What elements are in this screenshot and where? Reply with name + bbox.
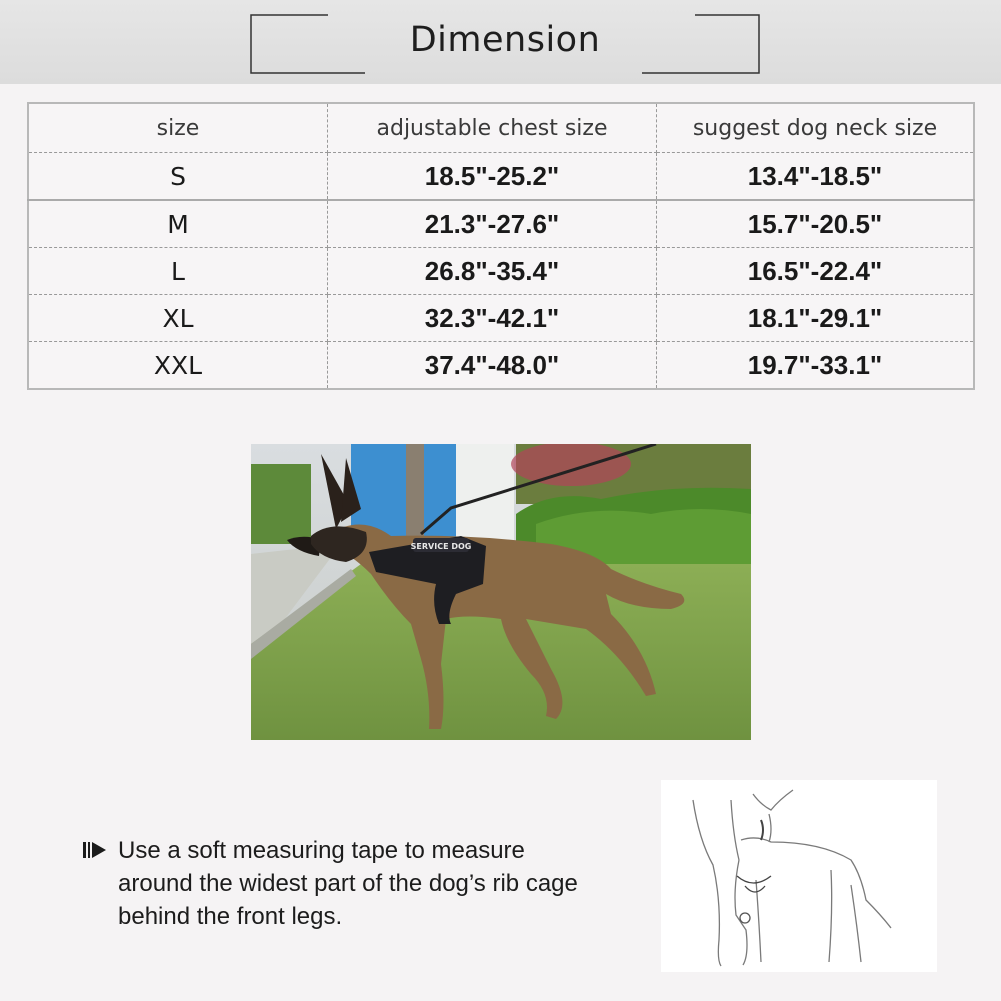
table-header-row: [28, 103, 974, 153]
chest-cell: 37.4"-48.0": [328, 342, 657, 390]
dog-harness-photo: [251, 444, 751, 740]
title-frame: [250, 14, 760, 74]
table-row: [28, 200, 974, 248]
neck-cell: 16.5"-22.4": [657, 248, 975, 295]
chest-cell: 26.8"-35.4": [328, 248, 657, 295]
measuring-diagram: [661, 780, 937, 972]
neck-cell: 13.4"-18.5": [657, 153, 975, 201]
chest-cell: 18.5"-25.2": [328, 153, 657, 201]
table-row: [28, 295, 974, 342]
instruction-text: Use a soft measuring tape to measure around the widest part of the dog’s rib cage behind the front legs.: [118, 837, 578, 930]
size-table: [27, 102, 975, 390]
size-cell: L: [28, 248, 328, 295]
size-cell: XL: [28, 295, 328, 342]
size-cell: XXL: [28, 342, 328, 390]
table-row: [28, 342, 974, 390]
neck-cell: 18.1"-29.1": [657, 295, 975, 342]
header-chest: adjustable chest size: [328, 103, 657, 153]
neck-cell: 19.7"-33.1": [657, 342, 975, 390]
header-size: size: [28, 103, 328, 153]
table-row: [28, 153, 974, 201]
size-cell: S: [28, 153, 328, 201]
measuring-instruction: [84, 834, 604, 933]
chest-cell: 32.3"-42.1": [328, 295, 657, 342]
header-neck: suggest dog neck size: [657, 103, 975, 153]
table-row: [28, 248, 974, 295]
chest-cell: 21.3"-27.6": [328, 200, 657, 248]
neck-cell: 15.7"-20.5": [657, 200, 975, 248]
bullet-play-icon: [82, 840, 108, 860]
service-dog-patch: SERVICE DOG: [410, 542, 472, 551]
size-cell: M: [28, 200, 328, 248]
page-title: Dimension: [409, 20, 601, 60]
